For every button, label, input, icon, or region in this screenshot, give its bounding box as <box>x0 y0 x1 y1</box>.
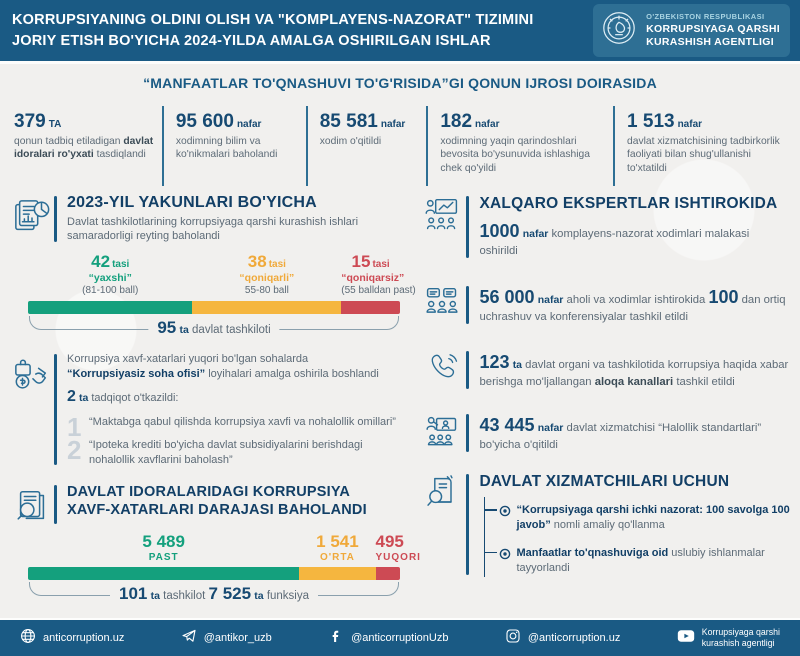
risk-chart <box>28 531 421 603</box>
bullet-methodology: Manfaatlar to'qnashuviga oid uslubiy ishlanmalar tayyorlandi <box>485 546 791 576</box>
row-rule <box>466 351 469 389</box>
rating-group-unsatisfactory: 15 tasi “qoniqarsiz” (55 balldan past) <box>341 251 416 297</box>
rating-stacked-bar <box>28 301 400 314</box>
risk-level-high: 495 YUQORI <box>375 531 421 563</box>
stat-number: 95 600 <box>175 111 234 132</box>
instagram-icon <box>505 628 521 647</box>
row-integrity-standards <box>422 412 790 454</box>
facebook-icon <box>328 628 344 647</box>
risk-total-label: 101 ta tashkilot 7 525 ta funksiya <box>110 584 318 604</box>
presenter-board-icon <box>422 194 462 260</box>
row-rule <box>466 286 469 324</box>
research-item-2: 2 “Ipoteka krediti bo'yicha davlat subsidiyalarini berishdagi nohalollik xavflarini baholash” <box>67 438 406 467</box>
research-item-1: 1 “Maktabga qabul qilishda korrupsiya xavfi va nohalollik omillari” <box>67 415 406 429</box>
section-rule <box>54 354 57 465</box>
agency-country: O'ZBEKISTON RESPUBLIKASI <box>646 11 765 21</box>
footer-telegram-link[interactable] <box>181 628 272 647</box>
risk-level-medium: 1 541 O'RTA <box>316 531 359 563</box>
youtube-icon <box>677 628 695 647</box>
row-communication-channels <box>422 349 790 391</box>
footer-facebook-link[interactable] <box>328 628 448 647</box>
section-rule <box>54 485 57 524</box>
footer-facebook-label: @anticorruptionUzb <box>351 631 449 644</box>
stats-row <box>0 102 800 186</box>
section-corruption-free-office <box>10 352 406 467</box>
bribe-money-icon <box>10 352 54 467</box>
globe-icon <box>20 628 36 647</box>
stat-suffix: nafar <box>380 119 406 130</box>
section-title: DAVLAT IDORALARIDAGI KORRUPSIYA XAVF-XATARLARI DARAJASI BAHOLANDI <box>67 483 367 518</box>
row-text: 1000 nafar komplayens-nazorat xodimlari malakasi oshirildi <box>479 221 750 258</box>
stat-registry <box>14 106 162 186</box>
stat-number: 1 513 <box>627 111 675 132</box>
stat-skills-assessed <box>162 106 306 186</box>
section-subtitle: Davlat tashkilotlarining korrupsiyaga qarshi kurashish ishlari samaradorligi reyting baholandi <box>67 216 359 243</box>
section-rule <box>54 196 57 242</box>
stat-desc: davlat xizmatchisining tadbirkorlik faoliyati bilan shug'ullanishi to'xtatildi <box>627 136 780 174</box>
page-title-line2: JORIY ETISH BO'YICHA 2024-YILDA AMALGA OSHIRILGAN ISHLAR <box>12 32 491 49</box>
stat-relatives <box>426 106 613 186</box>
section-risk-assessment <box>10 483 406 526</box>
row-civil-servants <box>422 472 790 577</box>
rating-group-good: 42 tasi “yaxshi” (81-100 ball) <box>82 251 139 297</box>
phone-icon <box>422 349 462 391</box>
footer-youtube-label: Korrupsiyaga qarshi kurashish agentligi <box>701 626 780 648</box>
stat-trained <box>306 106 427 186</box>
agency-logo <box>593 4 790 57</box>
stat-suffix: nafar <box>677 119 703 130</box>
footer-website-link[interactable] <box>20 628 124 647</box>
rating-group-satisfactory: 38 tasi “qoniqarli” 55-80 ball <box>239 251 295 297</box>
target-bullet-icon <box>499 547 511 565</box>
agency-name-line1: KORRUPSIYAGA QARSHI <box>646 22 780 35</box>
footer-instagram-link[interactable] <box>505 628 621 647</box>
footer-instagram-label: @anticorruption.uz <box>527 631 621 644</box>
stat-suffix: nafar <box>475 119 500 130</box>
risk-total-bracket <box>29 582 399 603</box>
risk-levels <box>28 531 421 563</box>
rating-chart <box>28 251 416 338</box>
bullet-connector <box>485 509 497 511</box>
row-text: 43 445 nafar davlat xizmatchisi “Halollik standartlari” bo'yicha o'qitildi <box>479 415 762 452</box>
page-title <box>12 10 533 51</box>
rating-total-bracket <box>29 316 399 338</box>
bar-segment-unsatisfactory <box>341 301 400 314</box>
risk-level-low: 5 489 PAST <box>142 531 185 563</box>
law-banner <box>0 64 800 102</box>
section-2023-results <box>10 194 406 244</box>
report-chart-icon <box>10 194 54 244</box>
bar-segment-satisfactory <box>192 301 341 314</box>
footer-website-label: anticorruption.uz <box>43 631 125 644</box>
civil-bullets <box>484 497 791 577</box>
row-international-experts <box>422 194 790 260</box>
bar-segment-high <box>376 567 400 580</box>
row-text: 56 000 nafar aholi va xodimlar ishtirokida 100 dan ortiq uchrashuv va konferensiyalar tashkil etildi <box>479 287 786 324</box>
bullet-handbook: “Korrupsiyaga qarshi ichki nazorat: 100 savolga 100 javob” nomli amaliy qo'llanma <box>485 503 791 533</box>
stat-desc: xodimning yaqin qarindoshlari bevosita bo'ysunuvida ishlashiga chek qo'yildi <box>440 136 590 174</box>
agency-name-line2: KURASHISH AGENTLIGI <box>646 36 774 48</box>
document-magnifier-icon <box>10 483 54 526</box>
stat-number: 182 <box>440 111 473 132</box>
footer-telegram-label: @antikor_uzb <box>203 631 272 644</box>
row-rule <box>466 414 469 452</box>
bar-segment-medium <box>299 567 375 580</box>
stat-number: 379 <box>14 111 46 132</box>
bar-segment-low <box>28 567 299 580</box>
section-title: 2023-YIL YAKUNLARI BO'YICHA <box>67 194 317 211</box>
risk-stacked-bar <box>28 567 400 580</box>
stat-business-stopped <box>613 106 792 186</box>
bar-segment-good <box>28 301 192 314</box>
row-rule <box>466 474 469 575</box>
stat-number: 85 581 <box>319 111 378 132</box>
stat-suffix: TA <box>48 119 62 130</box>
law-banner-title: “MANFAATLAR TO'QNASHUVI TO'G'RISIDA”GI QONUN IJROSI DOIRASIDA <box>143 75 657 91</box>
row-title: DAVLAT XIZMATCHILARI UCHUN <box>479 473 730 490</box>
rating-groups <box>28 251 416 298</box>
main-content <box>0 186 800 618</box>
row-meetings-conferences <box>422 284 790 326</box>
target-bullet-icon <box>499 504 511 522</box>
discussion-people-icon <box>422 284 462 326</box>
research-count: 2 ta tadqiqot o'tkazildi: <box>67 387 179 405</box>
ghost-number: 1 <box>67 411 82 442</box>
right-column <box>406 194 790 618</box>
training-icon <box>422 412 462 454</box>
bullet-connector <box>485 552 497 554</box>
state-emblem-icon <box>600 9 638 52</box>
handbook-magnifier-icon <box>422 472 462 577</box>
stat-desc: xodimning bilim va ko'nikmalari baholandi <box>175 136 278 161</box>
stat-desc: xodim o'qitildi <box>319 136 382 147</box>
footer-youtube-link[interactable] <box>677 627 780 649</box>
header <box>0 0 800 64</box>
office-intro: Korrupsiya xavf-xatarlari yuqori bo'lgan sohalarda “Korrupsiyasiz soha ofisi” loyihalari amalga oshirila boshlandi <box>67 353 379 381</box>
agency-name <box>646 12 780 49</box>
footer <box>0 618 800 656</box>
row-rule <box>466 196 469 258</box>
row-text: 123 ta davlat organi va tashkilotida korrupsiya haqida xabar berishga mo'ljallangan aloqa kanallari tashkil etildi <box>479 352 789 389</box>
stat-desc: qonun tadbiq etiladigan davlat idoralari ro'yxati tasdiqlandi <box>14 136 154 161</box>
telegram-icon <box>181 628 197 647</box>
row-title: XALQARO EKSPERTLAR ISHTIROKIDA <box>479 195 778 212</box>
page-title-line1: KORRUPSIYANING OLDINI OLISH VA "KOMPLAYENS-NAZORAT" TIZIMINI <box>12 12 534 29</box>
ghost-number: 2 <box>67 435 82 466</box>
stat-suffix: nafar <box>236 119 262 130</box>
rating-total-label: 95 ta davlat tashkiloti <box>148 318 279 338</box>
left-column <box>10 194 421 618</box>
